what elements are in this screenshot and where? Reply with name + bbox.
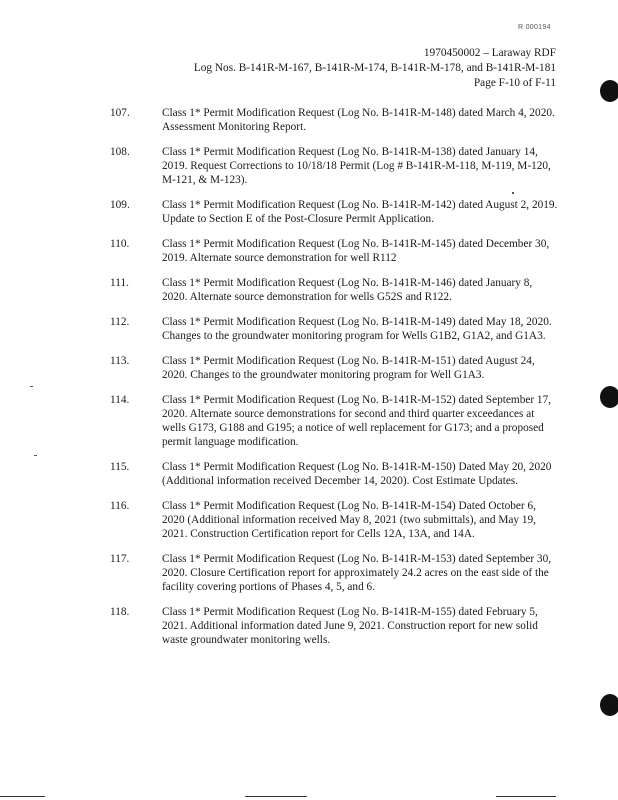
list-item <box>0 198 618 226</box>
entry-text: Class 1* Permit Modification Request (Log No. B-141R-M-155) dated February 5, 2021. Additional information dated June 9, 2021. Construction report for new solid waste groundwater monitoring wells. <box>162 606 538 646</box>
entry-text: Class 1* Permit Modification Request (Log No. B-141R-M-151) dated August 24, 2020. Changes to the groundwater monitoring program for Well G1A3. <box>162 355 535 381</box>
entry-text: Class 1* Permit Modification Request (Log No. B-141R-M-152) dated September 17, 2020. Alternate source demonstrations for second and third quarter exceedances at wells G173, G188 and G195; a notice of well replacement for G173; and a proposed permit language modification. <box>162 394 552 448</box>
bottom-rule <box>496 796 556 797</box>
bottom-rule <box>0 796 45 797</box>
entry-text: Class 1* Permit Modification Request (Log No. B-141R-M-145) dated December 30, 2019. Alternate source demonstration for well R112 <box>162 238 550 264</box>
bottom-rule <box>245 796 307 797</box>
entry-text: Class 1* Permit Modification Request (Log No. B-141R-M-149) dated May 18, 2020. Changes to the groundwater monitoring program for Wells G1B2, G1A2, and G1A3. <box>162 316 552 342</box>
entry-text: Class 1* Permit Modification Request (Log No. B-141R-M-148) dated March 4, 2020. Assessment Monitoring Report. <box>162 107 555 133</box>
list-item <box>0 552 618 594</box>
entry-text: Class 1* Permit Modification Request (Log No. B-141R-M-154) Dated October 6, 2020 (Additional information received May 8, 2021 (two submittals), and May 19, 2021. Construction Certification report for Cells 12A, 13A, and 14A. <box>162 500 536 540</box>
entry-number: 113. <box>110 355 130 367</box>
list-item <box>0 315 618 343</box>
entry-number: 109. <box>110 199 130 211</box>
entry-text: Class 1* Permit Modification Request (Log No. B-141R-M-153) dated September 30, 2020. Closure Certification report for approximately 24.2 acres on the east side of the facility covering portions of Phases 4, 5, and 6. <box>162 553 552 593</box>
entry-number: 114. <box>110 394 130 406</box>
entry-number: 111. <box>110 277 129 289</box>
header-page-number: Page F-10 of F-11 <box>473 77 556 89</box>
list-item <box>0 354 618 382</box>
entry-number: 118. <box>110 606 130 618</box>
punch-hole <box>600 694 618 716</box>
list-item <box>0 499 618 541</box>
list-item <box>0 276 618 304</box>
entry-text: Class 1* Permit Modification Request (Log No. B-141R-M-142) dated August 2, 2019. Update to Section E of the Post-Closure Permit Application. <box>162 199 558 225</box>
entry-number: 107. <box>110 107 130 119</box>
entry-number: 110. <box>110 238 130 250</box>
list-item <box>0 460 618 488</box>
punch-hole <box>600 80 618 102</box>
list-item <box>0 393 618 449</box>
scan-speck <box>30 386 33 387</box>
header-log-numbers: Log Nos. B-141R-M-167, B-141R-M-174, B-141R-M-178, and B-141R-M-181 <box>193 62 556 74</box>
list-item <box>0 106 618 134</box>
entry-number: 108. <box>110 146 130 158</box>
list-item <box>0 145 618 187</box>
entry-text: Class 1* Permit Modification Request (Log No. B-141R-M-150) Dated May 20, 2020 (Additional information received December 14, 2020). Cost Estimate Updates. <box>162 461 552 487</box>
scan-speck <box>34 455 37 456</box>
entry-text: Class 1* Permit Modification Request (Log No. B-141R-M-138) dated January 14, 2019. Request Corrections to 10/18/18 Permit (Log # B-141R-M-118, M-119, M-120, M-121, & M-123). <box>162 146 551 186</box>
bates-number: R 000194 <box>518 24 551 31</box>
entry-number: 115. <box>110 461 130 473</box>
entry-number: 116. <box>110 500 130 512</box>
scan-speck <box>512 192 514 194</box>
entry-number: 117. <box>110 553 130 565</box>
list-item <box>0 605 618 647</box>
list-item <box>0 237 618 265</box>
page-header <box>136 46 556 91</box>
entry-text: Class 1* Permit Modification Request (Log No. B-141R-M-146) dated January 8, 2020. Alternate source demonstration for wells G52S and R122. <box>162 277 533 303</box>
entry-number: 112. <box>110 316 130 328</box>
entry-list <box>0 106 618 658</box>
header-facility: 1970450002 – Laraway RDF <box>423 47 556 59</box>
punch-hole <box>600 386 618 408</box>
